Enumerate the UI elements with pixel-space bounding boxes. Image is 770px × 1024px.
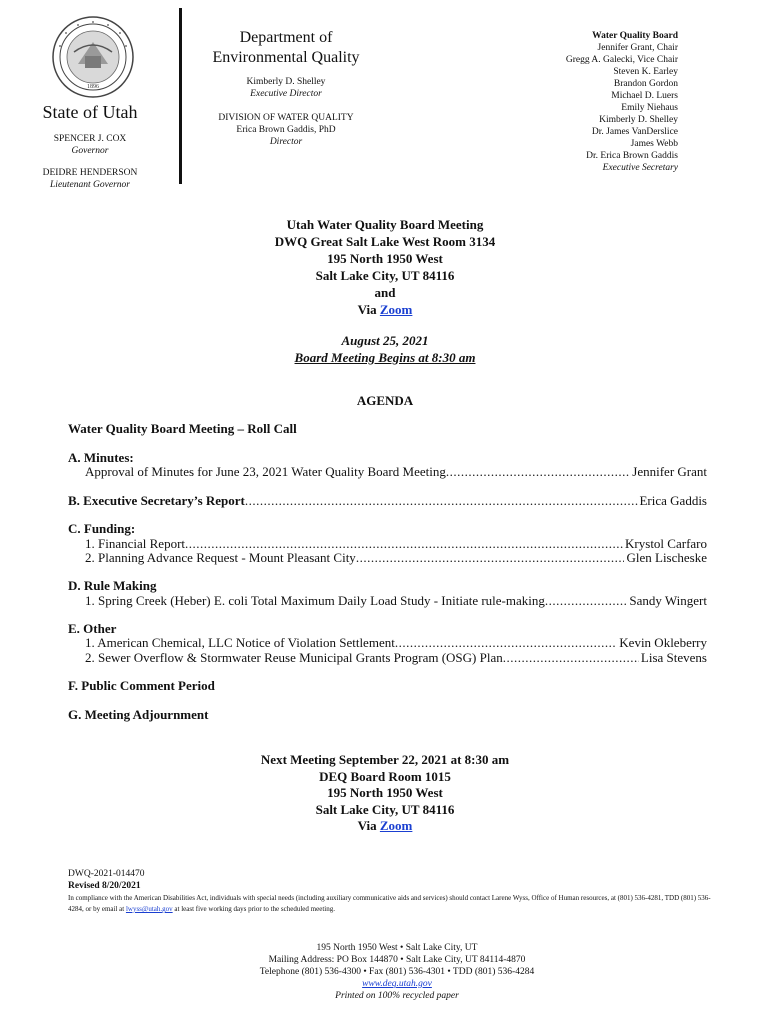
board-member: Dr. James VanDerslice (591, 127, 678, 137)
leader-dots (446, 464, 630, 480)
board-member: Jennifer Grant, Chair (597, 43, 678, 53)
board-member: Brandon Gordon (613, 79, 678, 89)
meeting-date-block (0, 332, 770, 366)
page-footer (0, 942, 770, 1002)
board-member: Gregg A. Galecki, Vice Chair (565, 55, 678, 65)
leader-dots (356, 550, 625, 566)
meeting-line3: 195 North 1950 West (327, 251, 443, 266)
lt-governor-block (20, 167, 160, 191)
via-text: Via (357, 302, 377, 317)
department-name (196, 28, 376, 68)
meeting-line5: and (374, 285, 396, 300)
board-member: Steven K. Earley (613, 67, 678, 77)
next-meeting-line1: Next Meeting September 22, 2021 at 8:30 am (260, 752, 510, 767)
header-divider (179, 8, 182, 184)
board-member: Emily Niehaus (621, 103, 678, 113)
zoom-link[interactable]: Zoom (379, 818, 413, 833)
roll-call: Water Quality Board Meeting – Roll Call (68, 421, 297, 436)
seal-year: 1896 (87, 84, 99, 90)
section-d-label: D. Rule Making (68, 578, 157, 593)
board-title: Water Quality Board (592, 31, 678, 41)
presenter: Erica Gaddis (639, 493, 707, 508)
exec-director-name: Kimberly D. Shelley (246, 77, 326, 87)
division-block (196, 112, 376, 148)
meeting-line2: DWQ Great Salt Lake West Room 3134 (274, 234, 496, 249)
governor-name: SPENCER J. COX (53, 134, 127, 144)
section-a-label: A. Minutes: (68, 450, 134, 465)
item-text: 2. Sewer Overflow & Stormwater Reuse Municipal Grants Program (OSG) Plan (85, 650, 503, 665)
department-line1: Department of (239, 29, 333, 46)
document-id-block (68, 868, 145, 892)
section-g-label: G. Meeting Adjournment (68, 707, 209, 722)
revised-date: Revised 8/20/2021 (68, 881, 141, 891)
leader-dots (245, 493, 640, 509)
lt-governor-name: DEIDRE HENDERSON (42, 168, 138, 178)
via-text: Via (357, 818, 377, 833)
next-meeting-line2: DEQ Board Room 1015 (319, 768, 451, 784)
leader-dots (503, 650, 639, 666)
compliance-email-link[interactable]: lwyss@utah.gov (125, 905, 173, 913)
next-meeting-line3: 195 North 1950 West (327, 785, 443, 800)
presenter: Jennifer Grant (632, 464, 707, 479)
section-b-label: B. Executive Secretary’s Report (68, 493, 245, 508)
meeting-title-block (0, 216, 770, 318)
division-name: DIVISION OF WATER QUALITY (218, 113, 354, 123)
footer-address: 195 North 1950 West • Salt Lake City, UT (316, 943, 478, 953)
next-meeting-line4: Salt Lake City, UT 84116 (315, 801, 455, 817)
division-director-title: Director (269, 137, 303, 147)
board-member: Dr. Erica Brown Gaddis (586, 151, 678, 161)
presenter: Glen Lischeske (626, 550, 707, 565)
next-meeting-block (0, 752, 770, 835)
leader-dots (545, 593, 628, 609)
meeting-begins: Board Meeting Begins at 8:30 am (294, 350, 476, 365)
state-name: State of Utah (42, 102, 138, 122)
footer-mailing: Mailing Address: PO Box 144870 • Salt Lake City, UT 84114-4870 (268, 955, 526, 965)
item-text: 1. Financial Report (85, 536, 186, 551)
agenda-item (68, 493, 707, 509)
agenda-item (85, 635, 707, 651)
governor-block (30, 133, 150, 157)
board-member: James Webb (630, 139, 678, 149)
compliance-text-2: at least five working days prior to the scheduled meeting. (174, 905, 335, 913)
presenter: Lisa Stevens (640, 650, 707, 665)
next-meeting-via-line (0, 818, 770, 835)
agenda-title: AGENDA (356, 393, 414, 408)
board-members-list (478, 30, 678, 174)
section-e-label: E. Other (68, 621, 117, 636)
section-f-label: F. Public Comment Period (68, 678, 215, 693)
agenda-item (85, 650, 707, 666)
lt-governor-title: Lieutenant Governor (50, 180, 130, 190)
item-text: Approval of Minutes for June 23, 2021 Water Quality Board Meeting (85, 464, 446, 479)
meeting-line4: Salt Lake City, UT 84116 (315, 268, 455, 283)
document-id: DWQ-2021-014470 (68, 869, 145, 879)
presenter: Sandy Wingert (629, 593, 707, 608)
agenda-item (85, 593, 707, 609)
item-text: 1. Spring Creek (Heber) E. coli Total Maximum Daily Load Study - Initiate rule-making (85, 593, 545, 608)
executive-director-block (196, 76, 376, 100)
ada-compliance-note (68, 893, 713, 915)
compliance-text: In compliance with the American Disabilities Act, individuals with special needs (including auxiliary communicative aids and services) should contact Larene Wyss, Office of Human resources, at (801) 536-4281, TDD (801) 536-4284, or by email at (68, 894, 711, 913)
agenda-item (85, 464, 707, 480)
presenter: Kevin Okleberry (619, 635, 707, 650)
item-text: 2. Planning Advance Request - Mount Pleasant City (85, 550, 356, 565)
board-member: Michael D. Luers (611, 91, 678, 101)
board-secretary-title: Executive Secretary (602, 163, 678, 173)
state-seal-logo (52, 16, 134, 98)
footer-recycled: Printed on 100% recycled paper (335, 991, 459, 1001)
governor-title: Governor (71, 146, 109, 156)
department-line2: Environmental Quality (212, 49, 360, 66)
leader-dots (395, 635, 617, 651)
zoom-link[interactable]: Zoom (379, 302, 413, 317)
exec-director-title: Executive Director (250, 89, 322, 99)
footer-phones: Telephone (801) 536-4300 • Fax (801) 536-4301 • TDD (801) 536-4284 (259, 967, 535, 977)
presenter: Krystol Carfaro (625, 536, 707, 551)
board-member: Kimberly D. Shelley (599, 115, 678, 125)
division-director-name: Erica Brown Gaddis, PhD (236, 125, 336, 135)
meeting-date: August 25, 2021 (341, 333, 429, 348)
item-text: 1. American Chemical, LLC Notice of Violation Settlement (85, 635, 395, 650)
section-c-label: C. Funding: (68, 521, 136, 536)
agenda-item (85, 550, 707, 566)
meeting-line1: Utah Water Quality Board Meeting (286, 217, 484, 232)
meeting-via-line (0, 301, 770, 318)
website-link[interactable]: www.deq.utah.gov (362, 979, 432, 989)
